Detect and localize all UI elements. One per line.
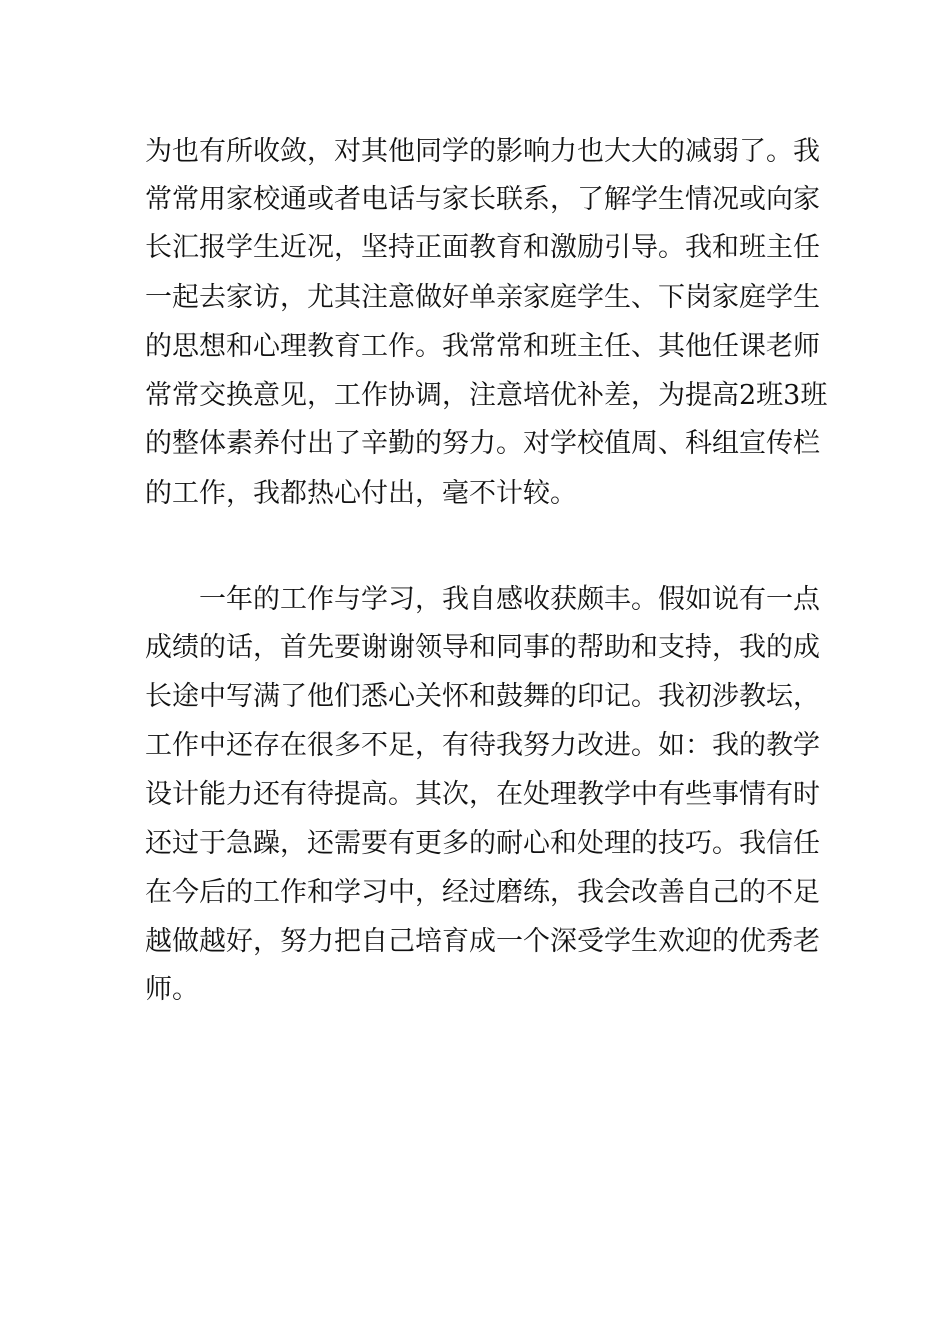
text-line: 长途中写满了他们悉心关怀和鼓舞的印记。我初涉教坛， (145, 681, 820, 712)
text-line: 为也有所收敛，对其他同学的影响力也大大的减弱了。我 (145, 136, 820, 167)
text-line: 还过于急躁，还需要有更多的耐心和处理的技巧。我信任 (145, 828, 820, 859)
text-line: 成绩的话，首先要谢谢领导和同事的帮助和支持，我的成 (145, 632, 820, 663)
text-line: 的思想和心理教育工作。我常常和班主任、其他任课老师 (145, 331, 820, 362)
text-line: 师。 (145, 974, 199, 1005)
text-line: 工作中还存在很多不足，有待我努力改进。如：我的教学 (145, 730, 820, 761)
text-line: 常常用家校通或者电话与家长联系，了解学生情况或向家 (145, 184, 820, 215)
text-line: 一年的工作与学习，我自感收获颇丰。假如说有一点 (199, 584, 820, 615)
text-line: 在今后的工作和学习中，经过磨练，我会改善自己的不足 (145, 877, 820, 908)
text-line: 的整体素养付出了辛勤的努力。对学校值周、科组宣传栏 (145, 428, 820, 459)
text-line: 设计能力还有待提高。其次，在处理教学中有些事情有时 (145, 779, 820, 810)
text-line: 一起去家访，尤其注意做好单亲家庭学生、下岗家庭学生 (145, 282, 820, 313)
text-line: 长汇报学生近况，坚持正面教育和激励引导。我和班主任 (145, 232, 820, 263)
text-line: 常常交换意见，工作协调，注意培优补差，为提高2班3班 (145, 380, 828, 411)
text-line: 的工作，我都热心付出，毫不计较。 (145, 478, 577, 509)
text-line: 越做越好，努力把自己培育成一个深受学生欢迎的优秀老 (145, 926, 820, 957)
